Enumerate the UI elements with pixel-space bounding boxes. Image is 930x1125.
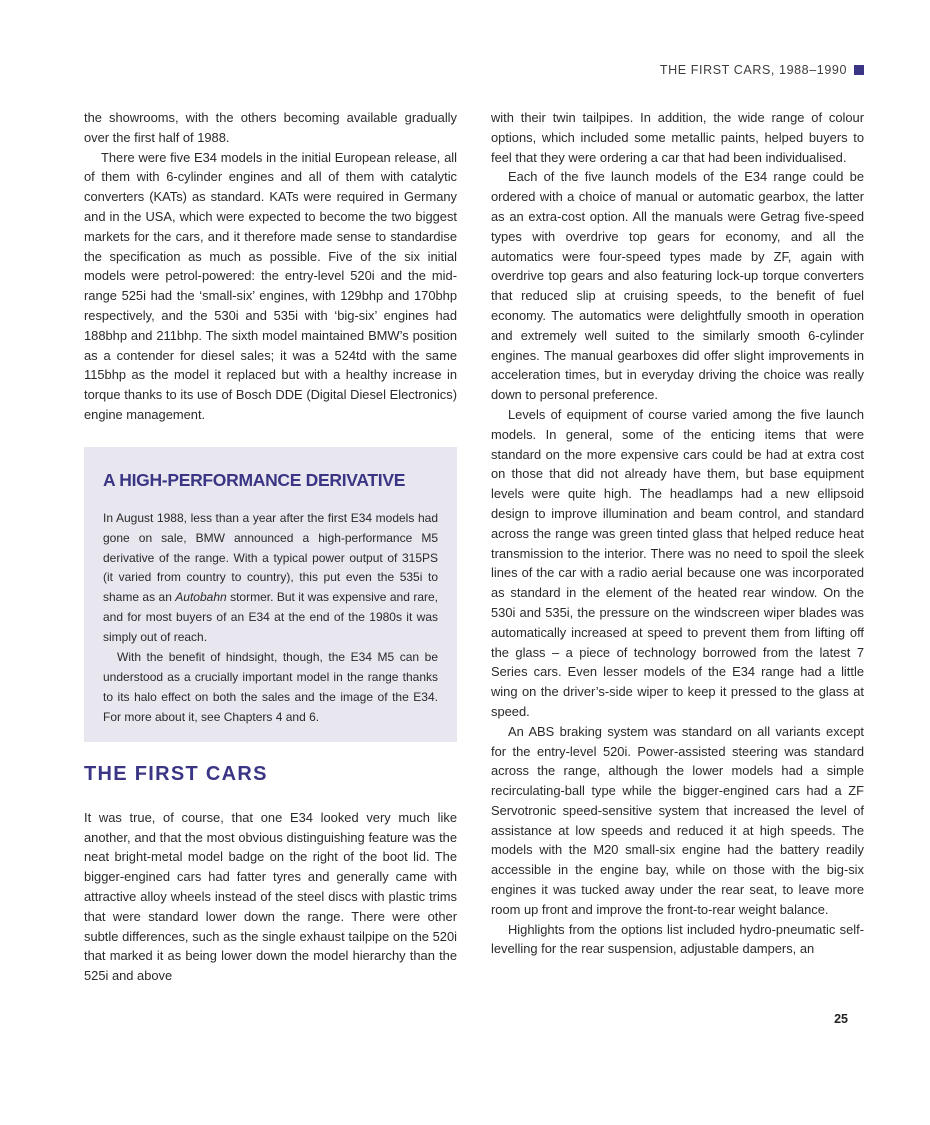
left-column bbox=[84, 108, 457, 986]
sidebar-box bbox=[84, 447, 457, 742]
sidebar-paragraph: With the benefit of hindsight, though, the E34 M5 can be understood as a crucially important model in the range thanks to its halo effect on both the sales and the image of the E34. For more about it, see Chapters 4 and 6. bbox=[103, 650, 438, 724]
section-heading: THE FIRST CARS bbox=[84, 762, 268, 785]
running-head-text: THE FIRST CARS, 1988–1990 bbox=[659, 63, 847, 77]
page-number: 25 bbox=[834, 1011, 848, 1026]
sidebar-italic-text: Autobahn bbox=[175, 590, 227, 605]
body-paragraph: Each of the five launch models of the E34 range could be ordered with a choice of manual or automatic gearbox, the latter as an extra-cost option. All the manuals were Getrag five-speed types with overdrive top gears for economy, and all the automatics were four-speed types made by ZF, again with overdrive top gears and also featuring lock-up torque converters that reduced slip at cruising speeds, to the benefit of fuel economy. The automatics were delightfully smooth in operation and extremely well suited to the similarly smooth 6-cylinder engines. The manual gearboxes did offer slight improvements in acceleration times, but in everyday driving the choice was really down to personal preference. bbox=[491, 169, 864, 403]
sidebar-paragraph bbox=[103, 509, 438, 648]
right-column bbox=[491, 108, 864, 959]
body-paragraph: with their twin tailpipes. In addition, the wide range of colour options, which included some metallic paints, helped buyers to feel that they were ordering a car that had been individualised. bbox=[491, 110, 864, 165]
body-paragraph: Highlights from the options list included hydro-pneumatic self-levelling for the rear suspension, adjustable dampers, an bbox=[491, 921, 864, 957]
sidebar-text: In August 1988, less than a year after the first E34 models had gone on sale, BMW announced a high-performance M5 derivative of the range. With a typical power output of 315PS (it varied from country to country), this put even the 535i to shame as an bbox=[103, 510, 438, 605]
body-paragraph: An ABS braking system was standard on all variants except for the entry-level 520i. Power-assisted steering was standard across the range, although the lower models had a simple recirculating-ball type while the bigger-engined cars had a ZF Servotronic speed-sensitive system that increased the level of assistance at low speeds and reduced it at high speeds. The models with the M20 small-six engine had the battery readily accessible in the engine bay, while on those with the big-six engines it was tucked away under the rear seat, to leave more room up front and improve the front-to-rear weight balance. bbox=[491, 723, 864, 917]
page-footer bbox=[0, 986, 930, 1068]
body-paragraph: the showrooms, with the others becoming available gradually over the first half of 1988. bbox=[84, 110, 457, 145]
sidebar-text: stormer. But it was expensive and rare, and for most buyers of an E34 at the end of the 1980s it was simply out of reach. bbox=[103, 590, 438, 645]
body-paragraph: There were five E34 models in the initial European release, all of them with 6-cylinder engines and all of them with catalytic converters (KATs) as standard. KATs were required in Germany and in the USA, which were expected to become the two biggest markets for the cars, and it therefore made sense to standardise the specification as much as possible. Five of the six initial models were petrol-powered: the entry-level 520i and the mid-range 525i had the ‘small-six’ engines, with 129bhp and 170bhp respectively, and the 530i and 535i with ‘big-six’ engines had 188bhp and 211bhp. The sixth model maintained BMW’s position as a contender for diesel sales; it was a 524td with the same 115bhp as the model it replaced but with a healthy increase in torque thanks to its use of Bosch DDE (Digital Diesel Electronics) engine management. bbox=[84, 149, 457, 422]
body-paragraph: It was true, of course, that one E34 looked very much like another, and that the most obvious distinguishing feature was the neat bright-metal model badge on the right of the boot lid. The bigger-engined cars had fatter tyres and generally came with attractive alloy wheels instead of the steel discs with plastic trims that were standard lower down the range. There were other subtle differences, such as the single exhaust tailpipe on the 520i that marked it as being lower down the model hierarchy than the 525i and above bbox=[84, 809, 457, 984]
sidebar-title: A HIGH-PERFORMANCE DERIVATIVE bbox=[103, 469, 406, 490]
body-paragraph: Levels of equipment of course varied among the five launch models. In general, some of the enticing items that were standard on the more expensive cars could be had at extra cost on those that did not already have them, but base equipment levels were quite high. The headlamps had a new ellipsoid design to improve illumination and beam control, and standard across the range was green tinted glass that helped reduce heat transmission to the interior. There was no need to spoil the sleek lines of the car with a radio aerial because one was incorporated as standard in the element of the heated rear window. On the 530i and 535i, the pressure on the windscreen wiper blades was automatically increased at speed to prevent them from lifting off the glass – a piece of technology borrowed from the latest 7 Series cars. Even lesser models of the E34 range had a little wing on the driver’s-side wiper to keep it pressed to the glass at speed. bbox=[491, 406, 864, 719]
